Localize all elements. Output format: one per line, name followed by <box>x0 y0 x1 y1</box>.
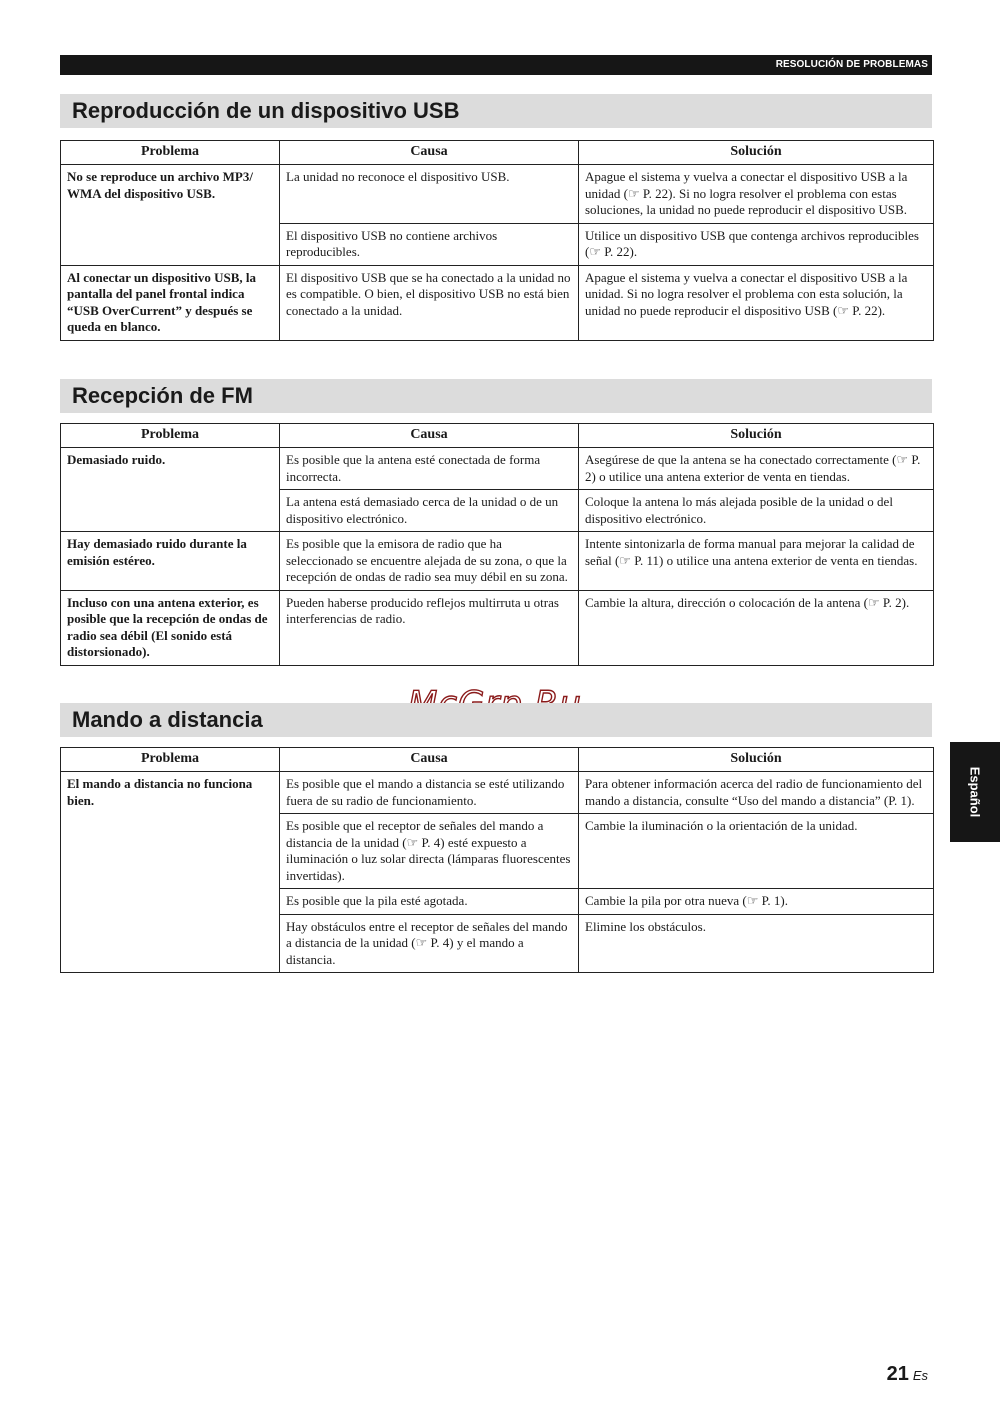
solution-cell: Apague el sistema y vuelva a conectar el dispositivo USB a la unidad. Si no logra resolver el problema con esta solución, la unidad no puede reproducir el dispositivo USB (☞ P. 22). <box>579 265 934 340</box>
table-row <box>61 165 934 224</box>
column-header-solution: Solución <box>579 141 934 165</box>
problem-cell: Al conectar un dispositivo USB, la pantalla del panel frontal indica “USB OverCurrent” y después se queda en blanco. <box>61 265 280 340</box>
solution-cell: Utilice un dispositivo USB que contenga archivos reproducibles (☞ P. 22). <box>579 223 934 265</box>
section-title-usb: Reproducción de un dispositivo USB <box>60 94 932 128</box>
table-row <box>61 532 934 591</box>
column-header-problem: Problema <box>61 424 280 448</box>
problem-cell: El mando a distancia no funciona bien. <box>61 772 280 973</box>
column-header-cause: Causa <box>280 748 579 772</box>
cause-cell: El dispositivo USB que se ha conectado a la unidad no es compatible. O bien, el dispositivo USB no está bien conectado a la unidad. <box>280 265 579 340</box>
column-header-solution: Solución <box>579 748 934 772</box>
cause-cell: Pueden haberse producido reflejos multirruta u otras interferencias de radio. <box>280 590 579 665</box>
page-number-value: 21 <box>886 1363 909 1385</box>
cause-cell: Es posible que el mando a distancia se esté utilizando fuera de su radio de funcionamiento. <box>280 772 579 814</box>
solution-cell: Intente sintonizarla de forma manual para mejorar la calidad de señal (☞ P. 11) o utilice una antena exterior de venta en tiendas. <box>579 532 934 591</box>
language-label: Español <box>967 766 983 818</box>
fm-troubleshooting-table <box>60 423 934 666</box>
problem-cell: Demasiado ruido. <box>61 448 280 532</box>
table-header-row <box>61 748 934 772</box>
problem-cell: Incluso con una antena exterior, es posible que la recepción de ondas de radio sea débil (El sonido está distorsionado). <box>61 590 280 665</box>
solution-cell: Cambie la iluminación o la orientación de la unidad. <box>579 814 934 889</box>
problem-cell: No se reproduce un archivo MP3/ WMA del dispositivo USB. <box>61 165 280 266</box>
table-row <box>61 590 934 665</box>
solution-cell: Coloque la antena lo más alejada posible de la unidad o del dispositivo electrónico. <box>579 490 934 532</box>
section-title-remote: Mando a distancia <box>60 703 932 737</box>
solution-cell: Asegúrese de que la antena se ha conectado correctamente (☞ P. 2) o utilice una antena exterior de venta en tiendas. <box>579 448 934 490</box>
cause-cell: Es posible que la antena esté conectada de forma incorrecta. <box>280 448 579 490</box>
cause-cell: El dispositivo USB no contiene archivos reproducibles. <box>280 223 579 265</box>
problem-cell: Hay demasiado ruido durante la emisión estéreo. <box>61 532 280 591</box>
column-header-cause: Causa <box>280 424 579 448</box>
language-side-tab <box>950 742 1000 842</box>
solution-cell: Cambie la pila por otra nueva (☞ P. 1). <box>579 889 934 915</box>
column-header-problem: Problema <box>61 141 280 165</box>
table-header-row <box>61 141 934 165</box>
table-header-row <box>61 424 934 448</box>
cause-cell: Hay obstáculos entre el receptor de señales del mando a distancia de la unidad (☞ P. 4) y el mando a distancia. <box>280 914 579 973</box>
solution-cell: Para obtener información acerca del radio de funcionamiento del mando a distancia, consulte “Uso del mando a distancia” (P. 1). <box>579 772 934 814</box>
solution-cell: Cambie la altura, dirección o colocación de la antena (☞ P. 2). <box>579 590 934 665</box>
section-header-bar <box>60 55 932 75</box>
section-header-title: RESOLUCIÓN DE PROBLEMAS <box>775 59 928 70</box>
section-title-fm: Recepción de FM <box>60 379 932 413</box>
column-header-solution: Solución <box>579 424 934 448</box>
solution-cell: Apague el sistema y vuelva a conectar el dispositivo USB a la unidad (☞ P. 22). Si no logra resolver el problema con estas soluciones, la unidad no puede reproducir el dispositivo USB. <box>579 165 934 224</box>
usb-troubleshooting-table <box>60 140 934 341</box>
cause-cell: Es posible que la pila esté agotada. <box>280 889 579 915</box>
column-header-problem: Problema <box>61 748 280 772</box>
remote-troubleshooting-table <box>60 747 934 973</box>
cause-cell: La unidad no reconoce el dispositivo USB. <box>280 165 579 224</box>
cause-cell: La antena está demasiado cerca de la unidad o de un dispositivo electrónico. <box>280 490 579 532</box>
column-header-cause: Causa <box>280 141 579 165</box>
solution-cell: Elimine los obstáculos. <box>579 914 934 973</box>
cause-cell: Es posible que el receptor de señales del mando a distancia de la unidad (☞ P. 4) esté expuesto a iluminación o luz solar directa (lámparas fluorescentes invertidas). <box>280 814 579 889</box>
table-row <box>61 772 934 814</box>
cause-cell: Es posible que la emisora de radio que ha seleccionado se encuentre alejada de su zona, o que la recepción de ondas de radio sea muy débil en su zona. <box>280 532 579 591</box>
table-row <box>61 265 934 340</box>
page-language-code: Es <box>912 1368 928 1383</box>
page-number <box>887 1363 928 1386</box>
table-row <box>61 448 934 490</box>
